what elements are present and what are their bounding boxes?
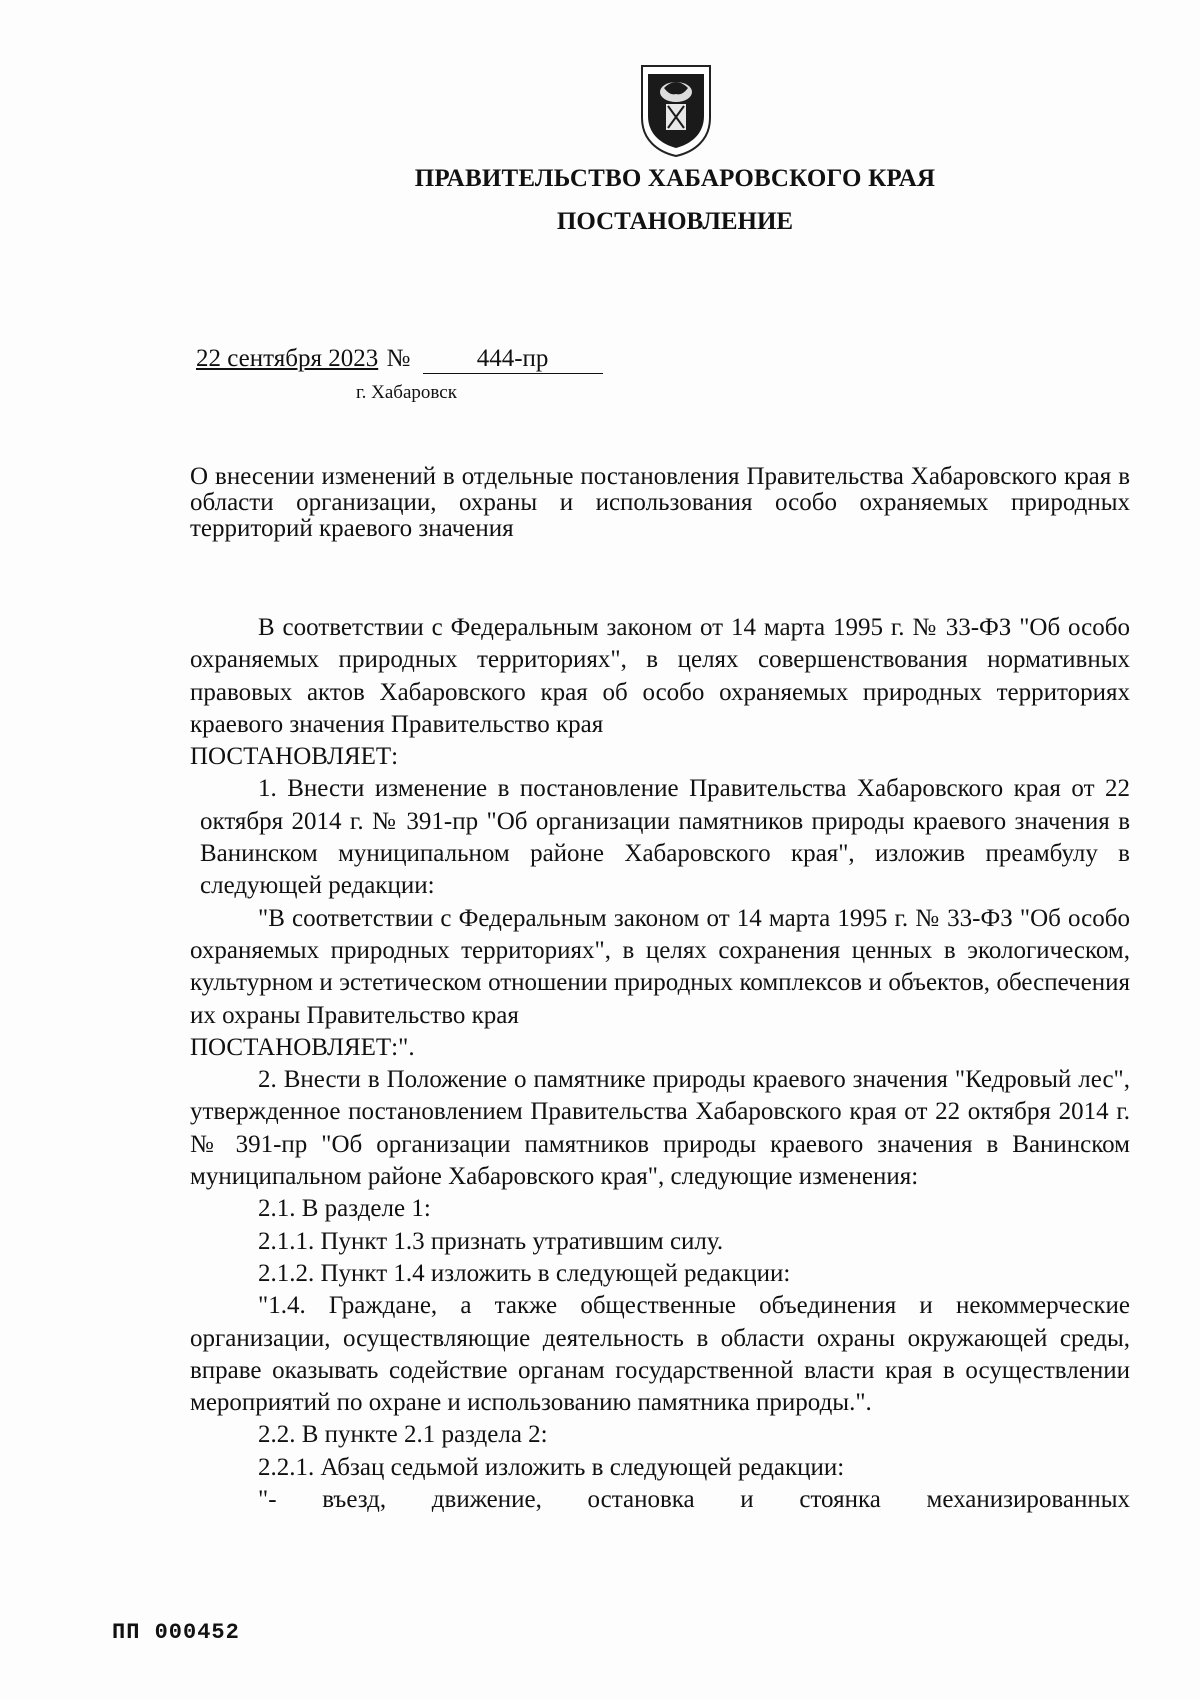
document-city: г. Хабаровск: [356, 382, 457, 403]
organization-title: ПРАВИТЕЛЬСТВО ХАБАРОВСКОГО КРАЯ: [414, 165, 936, 192]
item-2-1: 2.1. В разделе 1:: [258, 1195, 431, 1223]
item-2-1-2-quote: "1.4. Граждане, а также общественные объединения и некоммерческие организации, осуществляющие деятельность в области охраны окружающей среды, вправе оказывать содействие органам государственной власти края в осуществлении мероприятий по охране и использованию памятника природы.".: [190, 1292, 1130, 1417]
item-1-quote-end: ПОСТАНОВЛЯЕТ:".: [190, 1033, 415, 1061]
coat-of-arms-emblem: [636, 62, 716, 158]
document-number: 444-пр: [423, 345, 603, 374]
item-1-quote: "В соответствии с Федеральным законом от 14 марта 1995 г. № 33-ФЗ "Об особо охраняемых природных территориях", в целях сохранения ценных в экологическом, культурном и эстетическом отношении природных комплексов и объектов, обеспечения их охраны Правительство края: [190, 904, 1130, 1029]
item-2-1-2: 2.1.2. Пункт 1.4 изложить в следующей редакции:: [258, 1259, 791, 1287]
number-sign: №: [386, 345, 411, 372]
decree-word: ПОСТАНОВЛЯЕТ:: [190, 743, 399, 771]
document-type-title: ПОСТАНОВЛЕНИЕ: [556, 208, 794, 235]
date-number-line: [196, 345, 603, 374]
item-1: 1. Внести изменение в постановление Правительства Хабаровского края от 22 октября 2014 г. № 391-пр "Об организации памятников природы краевого значения в Ванинском муниципальном районе Хабаровского края", изложив преамбулу в следующей редакции:: [200, 775, 1130, 900]
document-date: 22 сентября 2023: [196, 345, 379, 372]
document-body: [190, 612, 1130, 1516]
item-2-2: 2.2. В пункте 2.1 раздела 2:: [258, 1421, 548, 1449]
item-2: 2. Внести в Положение о памятнике природы краевого значения "Кедровый лес", утвержденное постановлением Правительства Хабаровского края от 22 октября 2014 г. № 391-пр "Об организации памятников природы краевого значения в Ванинском муниципальном районе Хабаровского края", следующие изменения:: [190, 1066, 1130, 1191]
preamble-paragraph: В соответствии с Федеральным законом от 14 марта 1995 г. № 33-ФЗ "Об особо охраняемых природных территориях", в целях совершенствования нормативных правовых актов Хабаровского края об особо охраняемых природных территориях краевого значения Правительство края: [190, 614, 1130, 738]
item-2-2-1-quote: "- въезд, движение, остановка и стоянка механизированных: [258, 1486, 1130, 1514]
footer-form-code: ПП 000452: [112, 1620, 240, 1645]
document-subject: О внесении изменений в отдельные постановления Правительства Хабаровского края в области организации, охраны и использования особо охраняемых природных территорий краевого значения: [190, 463, 1130, 542]
item-2-2-1: 2.2.1. Абзац седьмой изложить в следующей редакции:: [258, 1453, 845, 1481]
item-2-1-1: 2.1.1. Пункт 1.3 признать утратившим силу.: [258, 1227, 724, 1255]
